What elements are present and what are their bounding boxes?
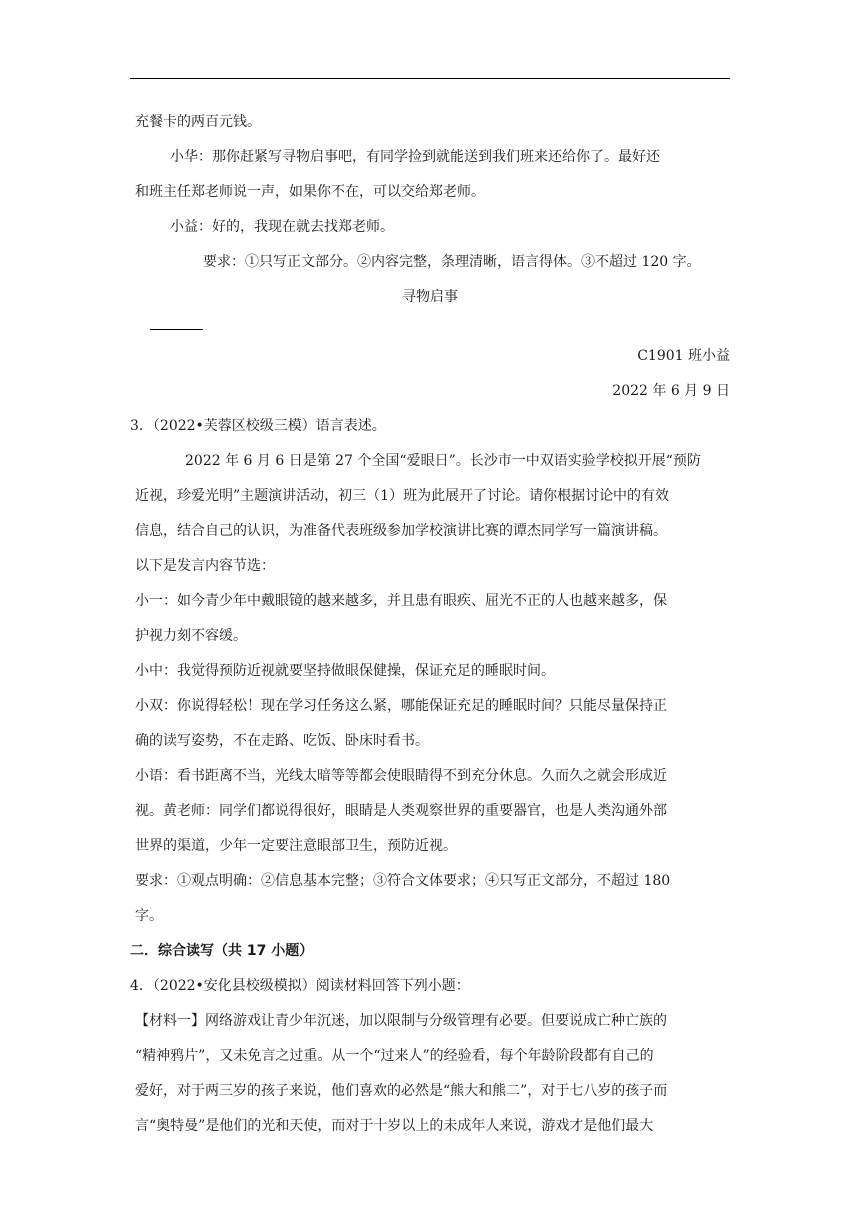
paragraph-line: 信息，结合自己的认识，为准备代表班级参加学校演讲比赛的谭杰同学写一篇演讲稿。 bbox=[135, 523, 667, 539]
signer: C1901 班小益 bbox=[637, 348, 730, 364]
answer-blank bbox=[150, 329, 203, 330]
paragraph-line: 近视，珍爱光明”主题演讲活动，初三（1）班为此展开了讨论。请你根据讨论中的有效 bbox=[135, 488, 670, 504]
text-line: 小华：那你赶紧写寻物启事吧，有同学捡到就能送到我们班来还给你了。最好还 bbox=[170, 149, 660, 165]
material-line: 爱好，对于两三岁的孩子来说，他们喜欢的必然是“熊大和熊二”，对于七八岁的孩子而 bbox=[135, 1083, 668, 1099]
paragraph-line: 以下是发言内容节选： bbox=[135, 558, 275, 574]
section-heading: 二．综合读写（共 17 小题） bbox=[130, 943, 314, 959]
paragraph-line: 小一：如今青少年中戴眼镜的越来越多，并且患有眼疾、屈光不正的人也越来越多，保 bbox=[135, 593, 667, 609]
paragraph-line: 2022 年 6 月 6 日是第 27 个全国“爱眼日”。长沙市一中双语实验学校拟开展“预防 bbox=[185, 453, 701, 469]
question-3-heading: 3．（2022•芙蓉区校级三模）语言表述。 bbox=[130, 418, 386, 434]
requirement-line: 要求：①观点明确：②信息基本完整；③符合文体要求；④只写正文部分，不超过 180 bbox=[135, 873, 671, 889]
paragraph-line: 确的读写姿势，不在走路、吃饭、卧床时看书。 bbox=[135, 733, 429, 749]
material-line: “精神鸦片”，又未免言之过重。从一个“过来人”的经验看，每个年龄阶段都有自己的 bbox=[135, 1048, 654, 1064]
question-4-heading: 4．（2022•安化县校级模拟）阅读材料回答下列小题： bbox=[130, 978, 470, 994]
text-line: 小益：好的，我现在就去找郑老师。 bbox=[170, 219, 394, 235]
header-rule bbox=[130, 78, 730, 79]
requirement-line: 要求：①只写正文部分。②内容完整，条理清晰，语言得体。③不超过 120 字。 bbox=[203, 254, 701, 270]
paragraph-line: 小中：我觉得预防近视就要坚持做眼保健操，保证充足的睡眠时间。 bbox=[135, 663, 555, 679]
paragraph-line: 小语：看书距离不当，光线太暗等等都会使眼睛得不到充分休息。久而久之就会形成近 bbox=[135, 768, 667, 784]
paragraph-line: 小双：你说得轻松！现在学习任务这么紧，哪能保证充足的睡眠时间？只能尽量保持正 bbox=[135, 698, 667, 714]
paragraph-line: 视。黄老师：同学们都说得很好，眼睛是人类观察世界的重要器官，也是人类沟通外部 bbox=[135, 803, 667, 819]
paragraph-line: 字。 bbox=[135, 908, 163, 924]
date: 2022 年 6 月 9 日 bbox=[612, 383, 730, 399]
paragraph-line: 护视力刻不容缓。 bbox=[135, 628, 247, 644]
material-line: 【材料一】网络游戏让青少年沉迷，加以限制与分级管理有必要。但要说成亡种亡族的 bbox=[135, 1013, 667, 1029]
text-line: 和班主任郑老师说一声，如果你不在，可以交给郑老师。 bbox=[135, 184, 485, 200]
paragraph-line: 世界的渠道，少年一定要注意眼部卫生，预防近视。 bbox=[135, 838, 457, 854]
notice-title: 寻物启事 bbox=[402, 289, 458, 305]
material-line: 言“奥特曼”是他们的光和天使，而对于十岁以上的未成年人来说，游戏才是他们最大 bbox=[135, 1118, 654, 1134]
text-line: 充餐卡的两百元钱。 bbox=[135, 114, 261, 130]
